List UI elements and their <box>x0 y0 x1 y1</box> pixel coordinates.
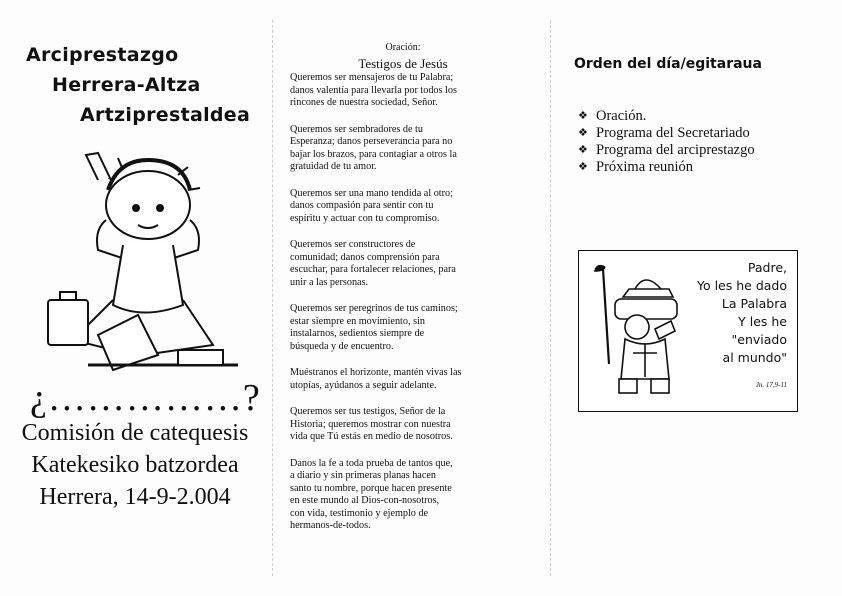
prayer-stanza: Queremos ser sembradores de tu Esperanza; danos perseverancia para no bajar los brazos, para contagiar a otros la gratuidad de tu amor. <box>290 123 457 172</box>
cover-title-line-2: Herrera-Altza <box>52 74 201 96</box>
prayer-title: Testigos de Jesús <box>358 56 448 71</box>
quote-text: Padre, Yo les he dado La Palabra Y les he "enviado al mundo" <box>696 260 787 365</box>
quote-reference: Jn. 17,9-11 <box>755 381 787 389</box>
prayer-label: Oración: <box>385 42 421 53</box>
diamond-bullet-icon: ❖ <box>578 127 588 139</box>
diamond-bullet-icon: ❖ <box>578 161 588 173</box>
diamond-bullet-icon: ❖ <box>578 144 588 156</box>
prayer-panel <box>278 0 528 596</box>
agenda-item-label: Próxima reunión <box>596 159 694 175</box>
question-placeholder: ¿……………? <box>30 377 261 419</box>
agenda-title: Orden del día/egitaraua <box>574 56 762 72</box>
cover-title-line-1: Arciprestazgo <box>26 44 179 66</box>
fold-line-left <box>272 20 273 576</box>
agenda-item <box>578 159 755 176</box>
agenda-item <box>578 125 755 142</box>
prayer-stanza: Queremos ser constructores de comunidad; danos comprensión para escuchar, para fortalecer relaciones, para unir a las personas. <box>290 239 456 288</box>
agenda-item <box>578 142 755 159</box>
cover-panel <box>0 0 270 596</box>
prayer-stanza: Queremos ser una mano tendida al otro; danos compasión para sentir con tu espíritu y actuar con tu compromiso. <box>290 187 453 224</box>
agenda-panel <box>560 0 842 596</box>
diamond-bullet-icon: ❖ <box>578 110 588 122</box>
cover-title-line-3: Artziprestaldea <box>80 104 251 126</box>
prayer-stanza: Queremos ser tus testigos, Señor de la Historia; queremos mostrar con nuestra vida que Tú estás en medio de nosotros. <box>290 406 453 442</box>
agenda-list <box>578 108 755 176</box>
commission-name-es: Comisión de catequesis <box>21 420 249 446</box>
agenda-item-label: Programa del arciprestazgo <box>596 142 755 158</box>
place-and-date: Herrera, 14-9-2.004 <box>39 484 231 510</box>
agenda-item-label: Oración. <box>596 108 647 124</box>
prayer-stanza: Queremos ser peregrinos de tus caminos; estar siempre en movimiento, sin instalarnos, sedientos siempre de búsqueda y de encuentro. <box>290 303 458 352</box>
thinking-child-illustration <box>28 150 238 380</box>
quote-box <box>578 250 798 412</box>
agenda-item <box>578 108 755 125</box>
fold-line-right <box>550 20 551 576</box>
prayer-stanza: Queremos ser mensajeros de tu Palabra; danos valentía para llevarla por todos los rincones de nuestra sociedad, Señor. <box>290 72 457 108</box>
prayer-stanza: Muéstranos el horizonte, mantén vivas las utopías, ayúdanos a seguir adelante. <box>290 367 462 391</box>
prayer-stanza: Danos la fe a toda prueba de tantos que, a diario y sin primeras planas hacen santo tu nombre, porque hacen presente en este mundo al Dios-con-nosotros, con vida, testimonio y ejemplo de hermanos-de-todos. <box>290 457 453 531</box>
prayer-text <box>290 72 526 547</box>
agenda-item-label: Programa del Secretariado <box>596 125 750 141</box>
commission-name-eu: Katekesiko batzordea <box>31 452 239 478</box>
